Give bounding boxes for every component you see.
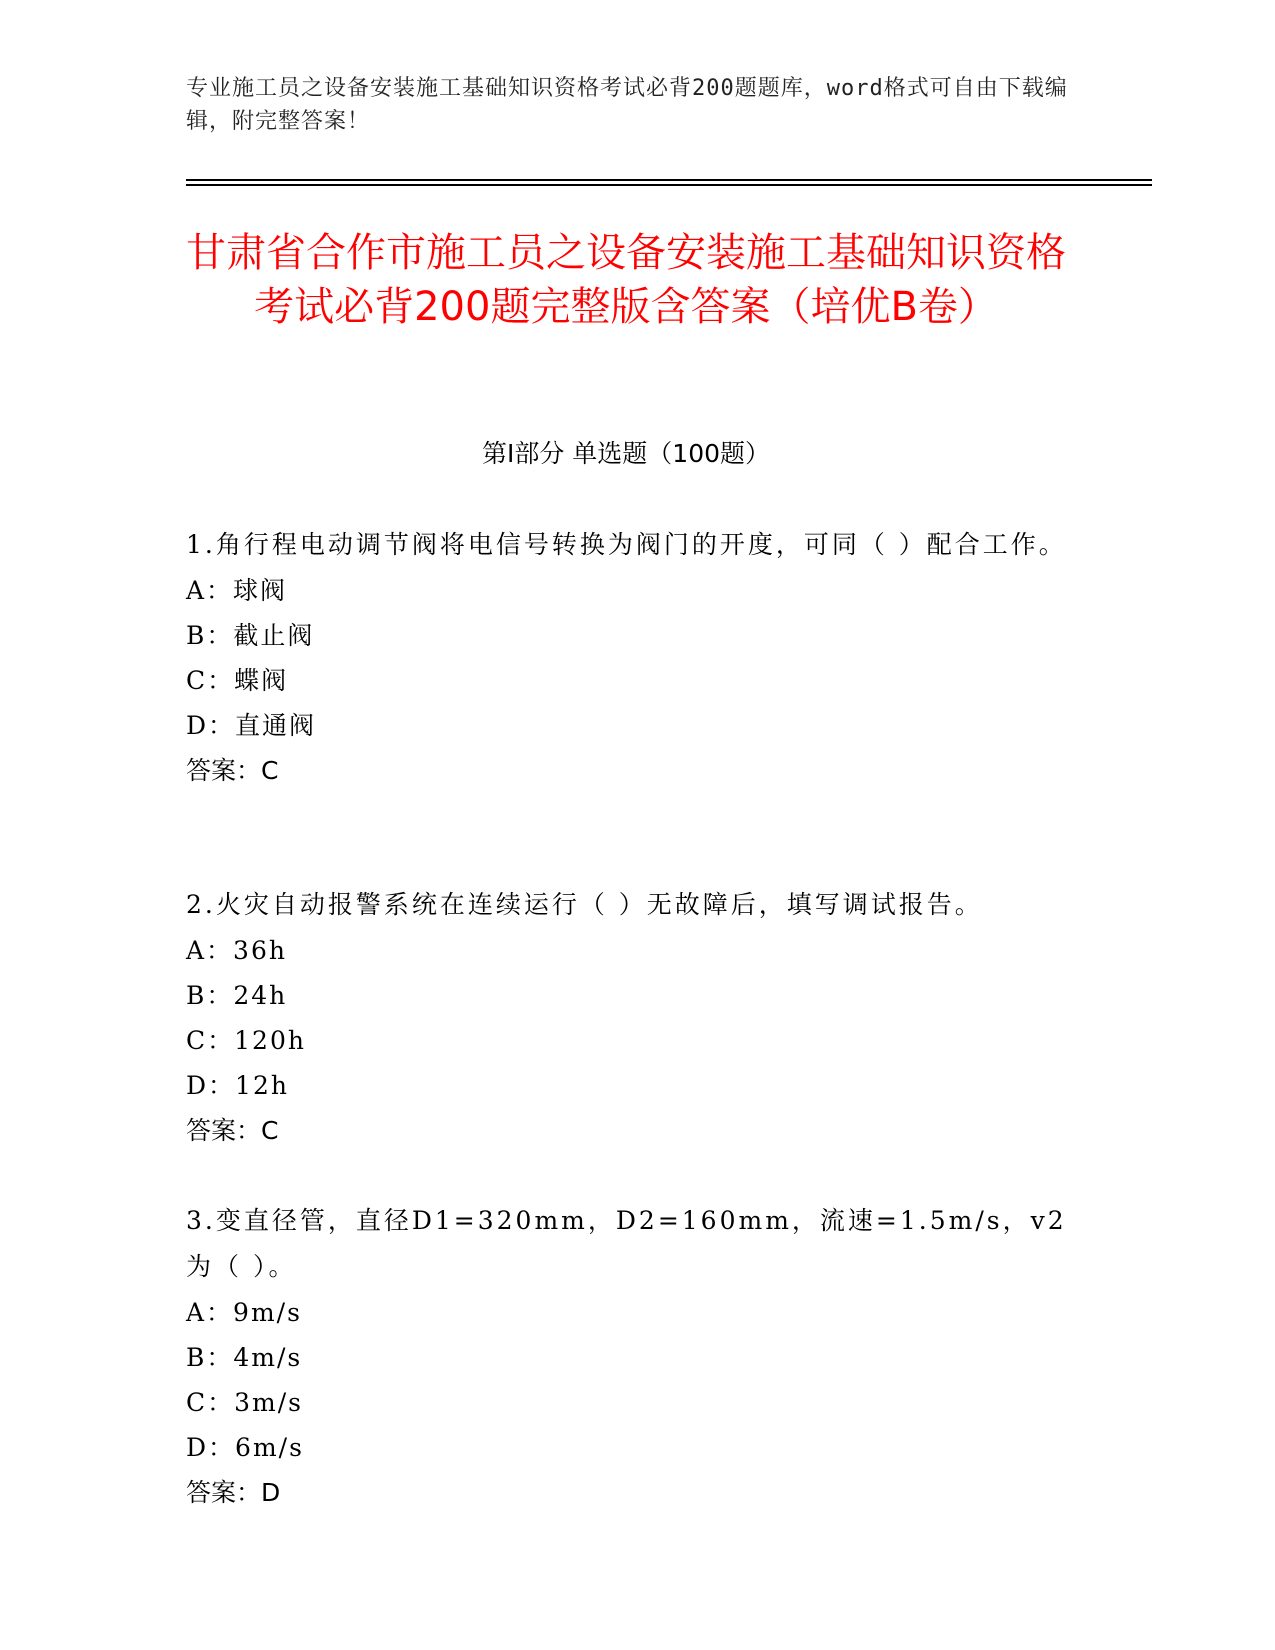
- option-a: A：9m/s: [186, 1298, 302, 1327]
- answer: 答案：C: [186, 1116, 279, 1145]
- option-d: D：12h: [186, 1071, 289, 1100]
- question-1: [186, 522, 1086, 794]
- option-b: B：24h: [186, 981, 288, 1010]
- option-a: A：36h: [186, 936, 287, 965]
- option-b: B：截止阀: [186, 621, 315, 650]
- document-title: 甘肃省合作市施工员之设备安装施工基础知识资格考试必背200题完整版含答案（培优B卷）: [186, 230, 1066, 330]
- header-rule-bottom: [186, 184, 1152, 186]
- section-title: 第I部分 单选题（100题）: [481, 439, 771, 468]
- question-stem: 3.变直径管，直径D1=320mm，D2=160mm，流速=1.5m/s，v2为（ ）。: [186, 1206, 1067, 1281]
- question-2: [186, 882, 1086, 1154]
- option-d: D：6m/s: [186, 1433, 304, 1462]
- option-a: A：球阀: [186, 576, 288, 605]
- option-d: D：直通阀: [186, 711, 317, 740]
- option-c: C：120h: [186, 1026, 306, 1055]
- option-c: C：蝶阀: [186, 666, 289, 695]
- header-note: 专业施工员之设备安装施工基础知识资格考试必背200题题库，word格式可自由下载编辑，附完整答案！: [186, 76, 1068, 134]
- question-stem: 2.火灾自动报警系统在连续运行（ ）无故障后，填写调试报告。: [186, 890, 983, 919]
- question-stem: 1.角行程电动调节阀将电信号转换为阀门的开度，可同（ ）配合工作。: [186, 530, 1067, 559]
- question-3: [186, 1198, 1086, 1516]
- header-rule-top: [186, 179, 1152, 181]
- answer: 答案：C: [186, 756, 279, 785]
- option-b: B：4m/s: [186, 1343, 303, 1372]
- option-c: C：3m/s: [186, 1388, 303, 1417]
- answer: 答案：D: [186, 1478, 281, 1507]
